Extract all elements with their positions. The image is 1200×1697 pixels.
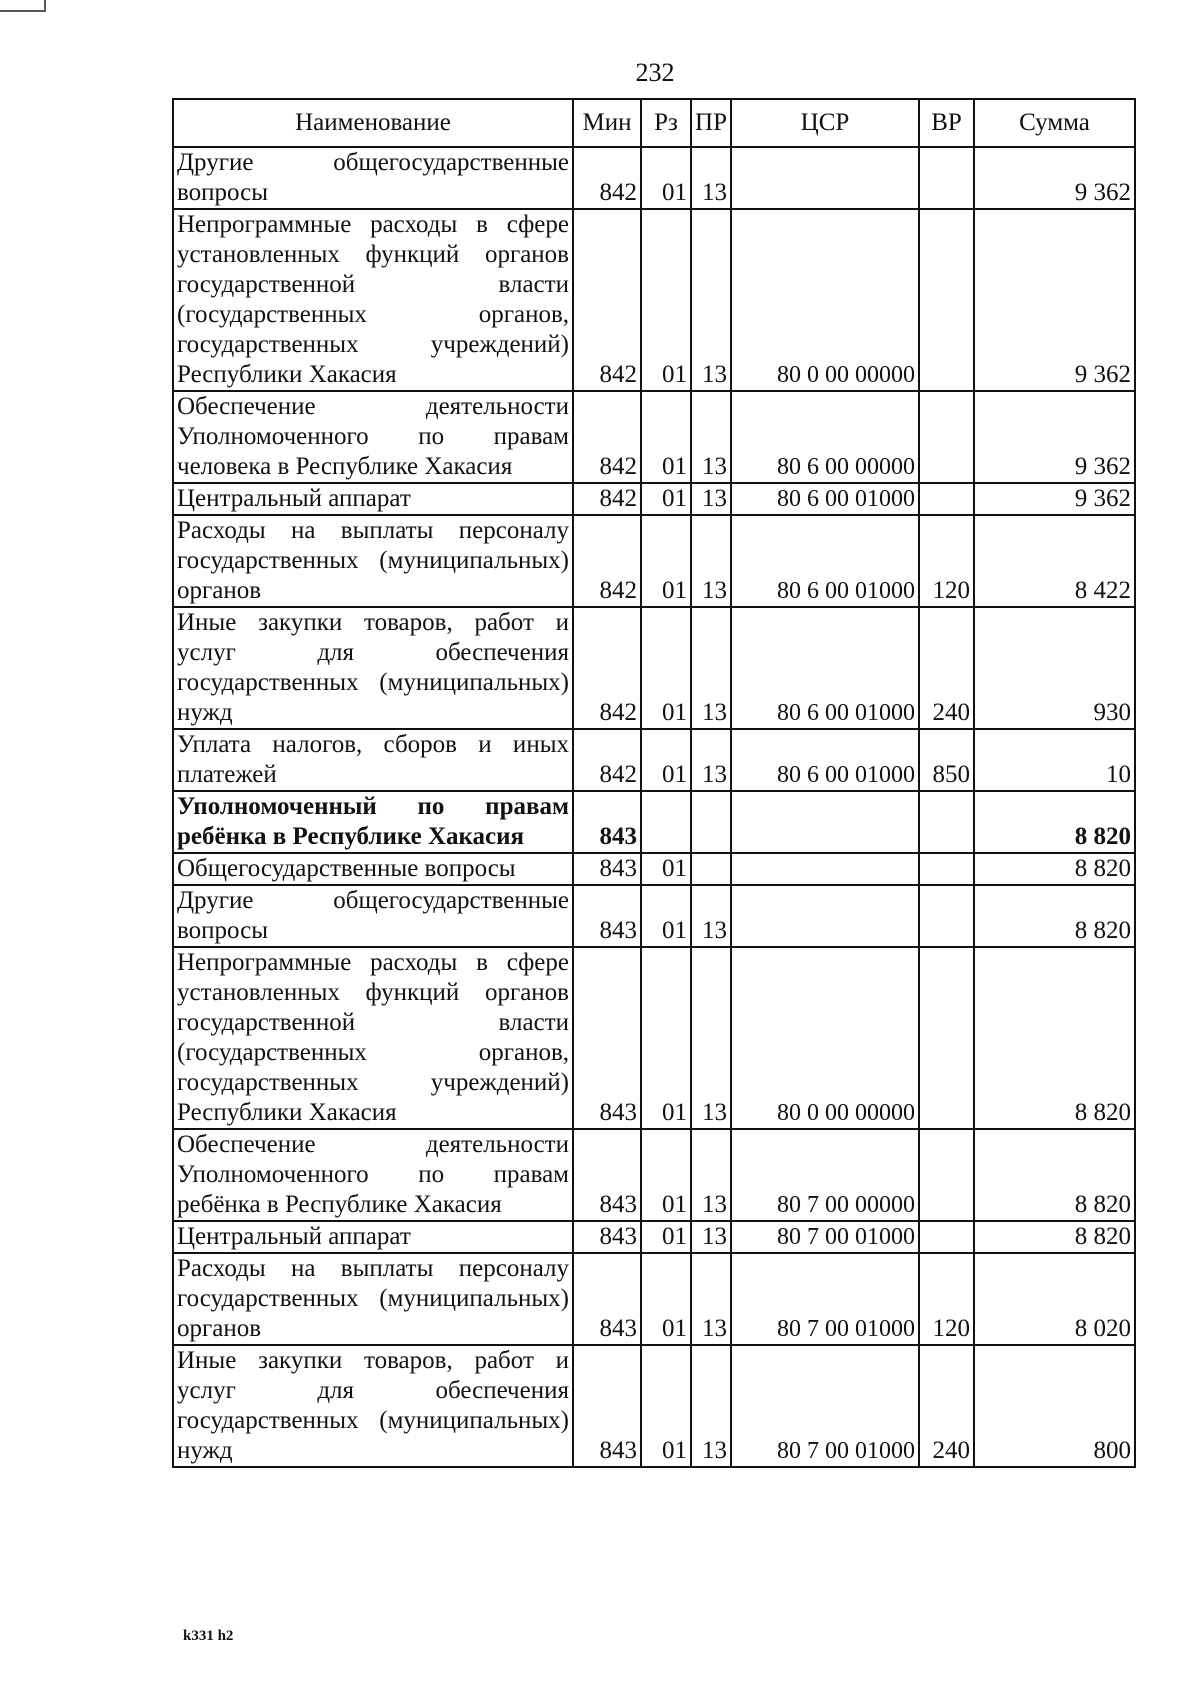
cell-vr: 240 bbox=[919, 607, 974, 729]
cell-csr: 80 7 00 01000 bbox=[731, 1253, 919, 1345]
cell-vr bbox=[919, 483, 974, 515]
cell-csr: 80 6 00 00000 bbox=[731, 391, 919, 483]
cell-rz: 01 bbox=[641, 607, 691, 729]
cell-csr: 80 6 00 01000 bbox=[731, 729, 919, 791]
cell-csr: 80 6 00 01000 bbox=[731, 607, 919, 729]
cell-rz: 01 bbox=[641, 947, 691, 1129]
cell-sum: 8 820 bbox=[974, 853, 1135, 885]
cell-pr: 13 bbox=[691, 947, 731, 1129]
cell-rz bbox=[641, 791, 691, 853]
cell-min: 843 bbox=[573, 947, 641, 1129]
table-body bbox=[173, 147, 1135, 1467]
cell-name: Центральный аппарат bbox=[173, 1221, 573, 1253]
table-row bbox=[173, 147, 1135, 209]
table-row bbox=[173, 853, 1135, 885]
footer-code: k331 h2 bbox=[183, 1628, 234, 1644]
header-name: Наименование bbox=[173, 99, 573, 147]
cell-pr: 13 bbox=[691, 515, 731, 607]
cell-vr bbox=[919, 853, 974, 885]
cell-csr: 80 7 00 00000 bbox=[731, 1129, 919, 1221]
cell-name: Расходы на выплаты персоналу государственных (муниципальных) органов bbox=[173, 515, 573, 607]
budget-table bbox=[172, 98, 1136, 1468]
cell-min: 843 bbox=[573, 1345, 641, 1467]
cell-sum: 9 362 bbox=[974, 147, 1135, 209]
cell-csr: 80 0 00 00000 bbox=[731, 947, 919, 1129]
cell-csr bbox=[731, 885, 919, 947]
table-row bbox=[173, 1253, 1135, 1345]
cell-vr: 120 bbox=[919, 515, 974, 607]
cell-name: Иные закупки товаров, работ и услуг для обеспечения государственных (муниципальных) нужд bbox=[173, 607, 573, 729]
cell-pr: 13 bbox=[691, 607, 731, 729]
cell-vr bbox=[919, 209, 974, 391]
cell-csr: 80 6 00 01000 bbox=[731, 483, 919, 515]
cell-min: 842 bbox=[573, 515, 641, 607]
cell-pr: 13 bbox=[691, 147, 731, 209]
cell-sum: 8 820 bbox=[974, 885, 1135, 947]
page-number: 232 bbox=[635, 58, 675, 87]
table-row bbox=[173, 483, 1135, 515]
cell-sum: 8 020 bbox=[974, 1253, 1135, 1345]
cell-vr: 120 bbox=[919, 1253, 974, 1345]
cell-csr bbox=[731, 147, 919, 209]
header-pr: ПР bbox=[691, 99, 731, 147]
cell-pr: 13 bbox=[691, 391, 731, 483]
cell-min: 843 bbox=[573, 1253, 641, 1345]
cell-rz: 01 bbox=[641, 885, 691, 947]
cell-pr bbox=[691, 791, 731, 853]
cell-name: Общегосударственные вопросы bbox=[173, 853, 573, 885]
cell-vr bbox=[919, 147, 974, 209]
cell-vr bbox=[919, 1221, 974, 1253]
scan-corner-mark bbox=[0, 0, 46, 12]
table-row bbox=[173, 885, 1135, 947]
cell-min: 843 bbox=[573, 885, 641, 947]
cell-min: 842 bbox=[573, 483, 641, 515]
cell-name: Непрограммные расходы в сфере установленных функций органов государственной власти (государственных органов, государственных учреждений) Республики Хакасия bbox=[173, 947, 573, 1129]
cell-vr bbox=[919, 885, 974, 947]
cell-csr: 80 7 00 01000 bbox=[731, 1345, 919, 1467]
cell-rz: 01 bbox=[641, 1345, 691, 1467]
cell-pr: 13 bbox=[691, 1345, 731, 1467]
table-header-row bbox=[173, 99, 1135, 147]
cell-rz: 01 bbox=[641, 853, 691, 885]
cell-name: Другие общегосударственные вопросы bbox=[173, 885, 573, 947]
cell-pr: 13 bbox=[691, 1253, 731, 1345]
cell-pr: 13 bbox=[691, 729, 731, 791]
header-csr: ЦСР bbox=[731, 99, 919, 147]
cell-min: 843 bbox=[573, 1129, 641, 1221]
cell-csr: 80 7 00 01000 bbox=[731, 1221, 919, 1253]
cell-vr: 240 bbox=[919, 1345, 974, 1467]
table-row bbox=[173, 209, 1135, 391]
cell-vr: 850 bbox=[919, 729, 974, 791]
table-row bbox=[173, 729, 1135, 791]
cell-name: Обеспечение деятельности Уполномоченного по правам человека в Республике Хакасия bbox=[173, 391, 573, 483]
cell-rz: 01 bbox=[641, 515, 691, 607]
cell-sum: 9 362 bbox=[974, 209, 1135, 391]
cell-rz: 01 bbox=[641, 209, 691, 391]
cell-name: Непрограммные расходы в сфере установленных функций органов государственной власти (государственных органов, государственных учреждений) Республики Хакасия bbox=[173, 209, 573, 391]
header-min: Мин bbox=[573, 99, 641, 147]
table-row bbox=[173, 947, 1135, 1129]
cell-rz: 01 bbox=[641, 729, 691, 791]
cell-vr bbox=[919, 791, 974, 853]
cell-csr: 80 0 00 00000 bbox=[731, 209, 919, 391]
table-row bbox=[173, 1221, 1135, 1253]
table-row bbox=[173, 391, 1135, 483]
cell-pr: 13 bbox=[691, 483, 731, 515]
cell-rz: 01 bbox=[641, 1253, 691, 1345]
cell-min: 842 bbox=[573, 607, 641, 729]
cell-sum: 10 bbox=[974, 729, 1135, 791]
cell-min: 843 bbox=[573, 853, 641, 885]
cell-vr bbox=[919, 947, 974, 1129]
header-sum: Сумма bbox=[974, 99, 1135, 147]
cell-sum: 8 820 bbox=[974, 947, 1135, 1129]
cell-pr: 13 bbox=[691, 1129, 731, 1221]
cell-sum: 8 820 bbox=[974, 1221, 1135, 1253]
cell-sum: 800 bbox=[974, 1345, 1135, 1467]
cell-min: 842 bbox=[573, 729, 641, 791]
cell-vr bbox=[919, 1129, 974, 1221]
table-row bbox=[173, 1129, 1135, 1221]
cell-min: 842 bbox=[573, 147, 641, 209]
cell-sum: 9 362 bbox=[974, 391, 1135, 483]
table-row bbox=[173, 791, 1135, 853]
cell-csr bbox=[731, 791, 919, 853]
cell-pr: 13 bbox=[691, 885, 731, 947]
cell-sum: 9 362 bbox=[974, 483, 1135, 515]
cell-pr: 13 bbox=[691, 1221, 731, 1253]
cell-min: 842 bbox=[573, 391, 641, 483]
cell-rz: 01 bbox=[641, 147, 691, 209]
cell-name: Другие общегосударственные вопросы bbox=[173, 147, 573, 209]
cell-csr bbox=[731, 853, 919, 885]
cell-min: 843 bbox=[573, 1221, 641, 1253]
cell-name: Центральный аппарат bbox=[173, 483, 573, 515]
cell-min: 843 bbox=[573, 791, 641, 853]
cell-name: Иные закупки товаров, работ и услуг для обеспечения государственных (муниципальных) нужд bbox=[173, 1345, 573, 1467]
table-row bbox=[173, 515, 1135, 607]
cell-min: 842 bbox=[573, 209, 641, 391]
header-vr: ВР bbox=[919, 99, 974, 147]
cell-csr: 80 6 00 01000 bbox=[731, 515, 919, 607]
cell-rz: 01 bbox=[641, 1221, 691, 1253]
cell-sum: 8 820 bbox=[974, 791, 1135, 853]
cell-pr bbox=[691, 853, 731, 885]
cell-name: Расходы на выплаты персоналу государственных (муниципальных) органов bbox=[173, 1253, 573, 1345]
table-row bbox=[173, 1345, 1135, 1467]
cell-sum: 8 820 bbox=[974, 1129, 1135, 1221]
cell-sum: 8 422 bbox=[974, 515, 1135, 607]
cell-rz: 01 bbox=[641, 483, 691, 515]
cell-sum: 930 bbox=[974, 607, 1135, 729]
cell-name: Уполномоченный по правам ребёнка в Республике Хакасия bbox=[173, 791, 573, 853]
cell-name: Обеспечение деятельности Уполномоченного по правам ребёнка в Республике Хакасия bbox=[173, 1129, 573, 1221]
header-rz: Рз bbox=[641, 99, 691, 147]
cell-rz: 01 bbox=[641, 391, 691, 483]
cell-vr bbox=[919, 391, 974, 483]
cell-rz: 01 bbox=[641, 1129, 691, 1221]
table-row bbox=[173, 607, 1135, 729]
cell-pr: 13 bbox=[691, 209, 731, 391]
cell-name: Уплата налогов, сборов и иных платежей bbox=[173, 729, 573, 791]
